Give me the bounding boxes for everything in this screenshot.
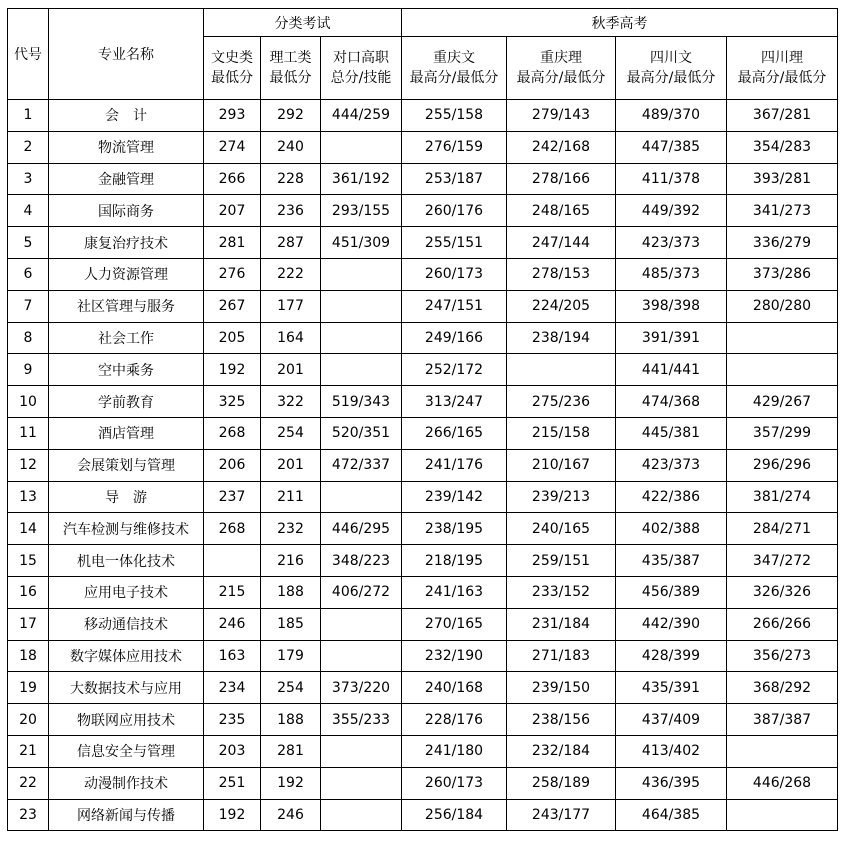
cell-wenshi-min: 163 — [204, 640, 261, 672]
cell-duikou-total: 444/259 — [321, 100, 402, 132]
cell-major-name: 空中乘务 — [49, 354, 204, 386]
cell-duikou-total: 355/233 — [321, 704, 402, 736]
cell-ligong-min: 201 — [261, 449, 321, 481]
cell-cq-li: 224/205 — [507, 290, 616, 322]
cell-duikou-total — [321, 735, 402, 767]
cell-wenshi-min: 205 — [204, 322, 261, 354]
table-row — [8, 100, 838, 132]
cell-wenshi-min: 268 — [204, 417, 261, 449]
cell-duikou-total: 406/272 — [321, 576, 402, 608]
cell-code: 21 — [8, 735, 49, 767]
cell-cq-wen: 238/195 — [402, 513, 507, 545]
cell-sc-wen: 428/399 — [616, 640, 727, 672]
cell-duikou-total: 451/309 — [321, 227, 402, 259]
cell-ligong-min: 211 — [261, 481, 321, 513]
table-row — [8, 163, 838, 195]
cell-duikou-total — [321, 258, 402, 290]
table-body — [8, 100, 838, 831]
table-row — [8, 735, 838, 767]
cell-duikou-total: 520/351 — [321, 417, 402, 449]
cell-wenshi-min: 274 — [204, 131, 261, 163]
table-row — [8, 672, 838, 704]
cell-code: 23 — [8, 799, 49, 831]
cell-code: 11 — [8, 417, 49, 449]
cell-cq-wen: 270/165 — [402, 608, 507, 640]
cell-duikou-total: 373/220 — [321, 672, 402, 704]
cell-sc-wen: 449/392 — [616, 195, 727, 227]
cell-wenshi-min: 268 — [204, 513, 261, 545]
cell-duikou-total — [321, 481, 402, 513]
cell-wenshi-min: 251 — [204, 767, 261, 799]
cell-cq-li: 259/151 — [507, 545, 616, 577]
cell-ligong-min: 254 — [261, 417, 321, 449]
cell-cq-li: 247/144 — [507, 227, 616, 259]
cell-sc-li: 284/271 — [727, 513, 838, 545]
cell-code: 2 — [8, 131, 49, 163]
cell-ligong-min: 281 — [261, 735, 321, 767]
cell-duikou-total — [321, 131, 402, 163]
table-row — [8, 449, 838, 481]
cell-sc-li: 266/266 — [727, 608, 838, 640]
cell-ligong-min: 192 — [261, 767, 321, 799]
cell-ligong-min: 322 — [261, 386, 321, 418]
cell-code: 10 — [8, 386, 49, 418]
cell-duikou-total: 519/343 — [321, 386, 402, 418]
cell-sc-li — [727, 799, 838, 831]
cell-sc-li: 347/272 — [727, 545, 838, 577]
cell-wenshi-min: 267 — [204, 290, 261, 322]
cell-sc-li: 368/292 — [727, 672, 838, 704]
cell-wenshi-min: 237 — [204, 481, 261, 513]
cell-sc-li: 336/279 — [727, 227, 838, 259]
cell-code: 3 — [8, 163, 49, 195]
cell-sc-wen: 441/441 — [616, 354, 727, 386]
header-wenshi-min — [204, 37, 261, 100]
cell-cq-wen: 255/151 — [402, 227, 507, 259]
cell-ligong-min: 179 — [261, 640, 321, 672]
cell-sc-li: 357/299 — [727, 417, 838, 449]
cell-cq-wen: 241/163 — [402, 576, 507, 608]
table-row — [8, 354, 838, 386]
header-line2: 最高分/最低分 — [737, 70, 827, 86]
cell-cq-li: 279/143 — [507, 100, 616, 132]
cell-duikou-total: 472/337 — [321, 449, 402, 481]
cell-cq-wen: 247/151 — [402, 290, 507, 322]
cell-sc-wen: 485/373 — [616, 258, 727, 290]
cell-code: 9 — [8, 354, 49, 386]
cell-cq-wen: 255/158 — [402, 100, 507, 132]
cell-duikou-total: 361/192 — [321, 163, 402, 195]
cell-sc-wen: 436/395 — [616, 767, 727, 799]
cell-sc-wen: 474/368 — [616, 386, 727, 418]
cell-cq-wen: 260/176 — [402, 195, 507, 227]
table-row — [8, 513, 838, 545]
cell-cq-wen: 276/159 — [402, 131, 507, 163]
cell-wenshi-min: 246 — [204, 608, 261, 640]
cell-major-name: 动漫制作技术 — [49, 767, 204, 799]
cell-sc-wen: 435/387 — [616, 545, 727, 577]
cell-cq-li: 239/213 — [507, 481, 616, 513]
cell-major-name: 大数据技术与应用 — [49, 672, 204, 704]
header-cq-li — [507, 37, 616, 100]
cell-sc-wen: 422/386 — [616, 481, 727, 513]
cell-cq-wen: 266/165 — [402, 417, 507, 449]
cell-duikou-total — [321, 608, 402, 640]
header-line2: 最高分/最低分 — [626, 70, 716, 86]
cell-wenshi-min: 206 — [204, 449, 261, 481]
cell-cq-li — [507, 354, 616, 386]
cell-sc-wen: 411/378 — [616, 163, 727, 195]
cell-major-name: 会 计 — [49, 100, 204, 132]
cell-major-name: 物流管理 — [49, 131, 204, 163]
cell-sc-wen: 391/391 — [616, 322, 727, 354]
cell-ligong-min: 292 — [261, 100, 321, 132]
cell-code: 13 — [8, 481, 49, 513]
cell-cq-wen: 228/176 — [402, 704, 507, 736]
cell-code: 17 — [8, 608, 49, 640]
cell-code: 6 — [8, 258, 49, 290]
cell-code: 8 — [8, 322, 49, 354]
cell-ligong-min: 216 — [261, 545, 321, 577]
cell-cq-li: 238/194 — [507, 322, 616, 354]
table-row — [8, 195, 838, 227]
header-line1: 对口高职 — [333, 50, 389, 66]
cell-code: 22 — [8, 767, 49, 799]
cell-wenshi-min — [204, 545, 261, 577]
cell-cq-li: 232/184 — [507, 735, 616, 767]
cell-ligong-min: 236 — [261, 195, 321, 227]
table-row — [8, 704, 838, 736]
cell-sc-li: 373/286 — [727, 258, 838, 290]
header-group-classified: 分类考试 — [204, 9, 402, 37]
cell-code: 20 — [8, 704, 49, 736]
cell-cq-li: 240/165 — [507, 513, 616, 545]
cell-sc-wen: 423/373 — [616, 227, 727, 259]
cell-sc-li: 381/274 — [727, 481, 838, 513]
cell-cq-li: 239/150 — [507, 672, 616, 704]
cell-major-name: 酒店管理 — [49, 417, 204, 449]
cell-major-name: 移动通信技术 — [49, 608, 204, 640]
cell-major-name: 应用电子技术 — [49, 576, 204, 608]
cell-ligong-min: 188 — [261, 576, 321, 608]
cell-code: 1 — [8, 100, 49, 132]
cell-ligong-min: 177 — [261, 290, 321, 322]
cell-wenshi-min: 293 — [204, 100, 261, 132]
cell-duikou-total — [321, 767, 402, 799]
admission-score-table — [7, 8, 838, 831]
cell-ligong-min: 232 — [261, 513, 321, 545]
cell-sc-wen: 447/385 — [616, 131, 727, 163]
table-row — [8, 640, 838, 672]
cell-major-name: 信息安全与管理 — [49, 735, 204, 767]
cell-cq-li: 258/189 — [507, 767, 616, 799]
cell-ligong-min: 246 — [261, 799, 321, 831]
table-row — [8, 545, 838, 577]
cell-sc-li: 296/296 — [727, 449, 838, 481]
cell-duikou-total: 446/295 — [321, 513, 402, 545]
header-line2: 总分/技能 — [330, 70, 392, 86]
cell-code: 19 — [8, 672, 49, 704]
header-line1: 重庆理 — [540, 50, 582, 66]
cell-sc-li: 356/273 — [727, 640, 838, 672]
cell-cq-wen: 256/184 — [402, 799, 507, 831]
header-major: 专业名称 — [49, 9, 204, 100]
cell-sc-wen: 398/398 — [616, 290, 727, 322]
cell-ligong-min: 164 — [261, 322, 321, 354]
cell-sc-li: 354/283 — [727, 131, 838, 163]
cell-wenshi-min: 266 — [204, 163, 261, 195]
header-line1: 四川理 — [761, 50, 803, 66]
cell-code: 15 — [8, 545, 49, 577]
cell-cq-li: 278/153 — [507, 258, 616, 290]
cell-major-name: 网络新闻与传播 — [49, 799, 204, 831]
cell-cq-li: 243/177 — [507, 799, 616, 831]
cell-ligong-min: 228 — [261, 163, 321, 195]
cell-cq-li: 215/158 — [507, 417, 616, 449]
cell-duikou-total — [321, 354, 402, 386]
cell-sc-wen: 423/373 — [616, 449, 727, 481]
header-sc-wen — [616, 37, 727, 100]
header-sc-li — [727, 37, 838, 100]
cell-major-name: 社区管理与服务 — [49, 290, 204, 322]
cell-code: 4 — [8, 195, 49, 227]
cell-cq-wen: 252/172 — [402, 354, 507, 386]
cell-duikou-total — [321, 640, 402, 672]
cell-cq-li: 210/167 — [507, 449, 616, 481]
cell-major-name: 康复治疗技术 — [49, 227, 204, 259]
cell-cq-li: 248/165 — [507, 195, 616, 227]
table-row — [8, 481, 838, 513]
cell-sc-wen: 489/370 — [616, 100, 727, 132]
table-row — [8, 417, 838, 449]
cell-major-name: 机电一体化技术 — [49, 545, 204, 577]
cell-cq-li: 233/152 — [507, 576, 616, 608]
header-group-autumn: 秋季高考 — [402, 9, 838, 37]
cell-cq-wen: 260/173 — [402, 767, 507, 799]
cell-sc-wen: 413/402 — [616, 735, 727, 767]
cell-sc-li — [727, 322, 838, 354]
cell-sc-wen: 435/391 — [616, 672, 727, 704]
cell-major-name: 人力资源管理 — [49, 258, 204, 290]
cell-cq-wen: 253/187 — [402, 163, 507, 195]
cell-ligong-min: 240 — [261, 131, 321, 163]
cell-wenshi-min: 325 — [204, 386, 261, 418]
cell-cq-li: 278/166 — [507, 163, 616, 195]
cell-cq-li: 231/184 — [507, 608, 616, 640]
cell-ligong-min: 185 — [261, 608, 321, 640]
table-row — [8, 290, 838, 322]
cell-cq-wen: 232/190 — [402, 640, 507, 672]
cell-cq-wen: 249/166 — [402, 322, 507, 354]
cell-sc-wen: 437/409 — [616, 704, 727, 736]
cell-wenshi-min: 215 — [204, 576, 261, 608]
header-cq-wen — [402, 37, 507, 100]
cell-wenshi-min: 192 — [204, 354, 261, 386]
cell-sc-li: 367/281 — [727, 100, 838, 132]
cell-cq-wen: 239/142 — [402, 481, 507, 513]
cell-major-name: 会展策划与管理 — [49, 449, 204, 481]
cell-duikou-total: 293/155 — [321, 195, 402, 227]
header-line2: 最低分 — [269, 70, 312, 86]
cell-sc-li: 446/268 — [727, 767, 838, 799]
header-ligong-min — [261, 37, 321, 100]
cell-major-name: 社会工作 — [49, 322, 204, 354]
table-header — [8, 9, 838, 100]
table-row — [8, 227, 838, 259]
cell-cq-li: 242/168 — [507, 131, 616, 163]
table-row — [8, 131, 838, 163]
cell-sc-li — [727, 354, 838, 386]
cell-sc-li: 341/273 — [727, 195, 838, 227]
table-row — [8, 608, 838, 640]
cell-cq-wen: 240/168 — [402, 672, 507, 704]
cell-ligong-min: 222 — [261, 258, 321, 290]
cell-major-name: 金融管理 — [49, 163, 204, 195]
cell-sc-wen: 402/388 — [616, 513, 727, 545]
cell-sc-wen: 442/390 — [616, 608, 727, 640]
cell-wenshi-min: 234 — [204, 672, 261, 704]
cell-ligong-min: 201 — [261, 354, 321, 386]
cell-wenshi-min: 235 — [204, 704, 261, 736]
header-line1: 重庆文 — [433, 50, 475, 66]
cell-major-name: 导 游 — [49, 481, 204, 513]
cell-sc-li: 387/387 — [727, 704, 838, 736]
cell-sc-li — [727, 735, 838, 767]
cell-wenshi-min: 203 — [204, 735, 261, 767]
table-row — [8, 576, 838, 608]
header-duikou-total — [321, 37, 402, 100]
table-row — [8, 386, 838, 418]
cell-major-name: 学前教育 — [49, 386, 204, 418]
cell-sc-li: 429/267 — [727, 386, 838, 418]
cell-code: 16 — [8, 576, 49, 608]
cell-duikou-total: 348/223 — [321, 545, 402, 577]
cell-sc-li: 280/280 — [727, 290, 838, 322]
table-row — [8, 322, 838, 354]
cell-ligong-min: 254 — [261, 672, 321, 704]
cell-cq-wen: 218/195 — [402, 545, 507, 577]
cell-code: 7 — [8, 290, 49, 322]
header-line2: 最高分/最低分 — [516, 70, 606, 86]
cell-cq-li: 238/156 — [507, 704, 616, 736]
table-row — [8, 799, 838, 831]
header-line1: 四川文 — [650, 50, 692, 66]
cell-duikou-total — [321, 799, 402, 831]
cell-major-name: 汽车检测与维修技术 — [49, 513, 204, 545]
cell-major-name: 数字媒体应用技术 — [49, 640, 204, 672]
table-row — [8, 767, 838, 799]
cell-duikou-total — [321, 322, 402, 354]
cell-sc-wen: 445/381 — [616, 417, 727, 449]
header-line2: 最低分 — [211, 70, 253, 86]
cell-cq-wen: 241/176 — [402, 449, 507, 481]
cell-major-name: 国际商务 — [49, 195, 204, 227]
table-row — [8, 258, 838, 290]
cell-code: 12 — [8, 449, 49, 481]
cell-cq-wen: 260/173 — [402, 258, 507, 290]
cell-wenshi-min: 192 — [204, 799, 261, 831]
cell-code: 5 — [8, 227, 49, 259]
cell-wenshi-min: 276 — [204, 258, 261, 290]
cell-sc-li: 393/281 — [727, 163, 838, 195]
cell-ligong-min: 287 — [261, 227, 321, 259]
cell-cq-wen: 241/180 — [402, 735, 507, 767]
cell-code: 18 — [8, 640, 49, 672]
header-line1: 理工类 — [269, 50, 312, 66]
cell-cq-li: 275/236 — [507, 386, 616, 418]
cell-wenshi-min: 207 — [204, 195, 261, 227]
cell-sc-li: 326/326 — [727, 576, 838, 608]
header-code: 代号 — [8, 9, 49, 100]
cell-major-name: 物联网应用技术 — [49, 704, 204, 736]
cell-code: 14 — [8, 513, 49, 545]
cell-ligong-min: 188 — [261, 704, 321, 736]
cell-sc-wen: 464/385 — [616, 799, 727, 831]
header-line2: 最高分/最低分 — [409, 70, 499, 86]
cell-cq-li: 271/183 — [507, 640, 616, 672]
cell-sc-wen: 456/389 — [616, 576, 727, 608]
cell-duikou-total — [321, 290, 402, 322]
cell-cq-wen: 313/247 — [402, 386, 507, 418]
cell-wenshi-min: 281 — [204, 227, 261, 259]
header-line1: 文史类 — [211, 50, 253, 66]
